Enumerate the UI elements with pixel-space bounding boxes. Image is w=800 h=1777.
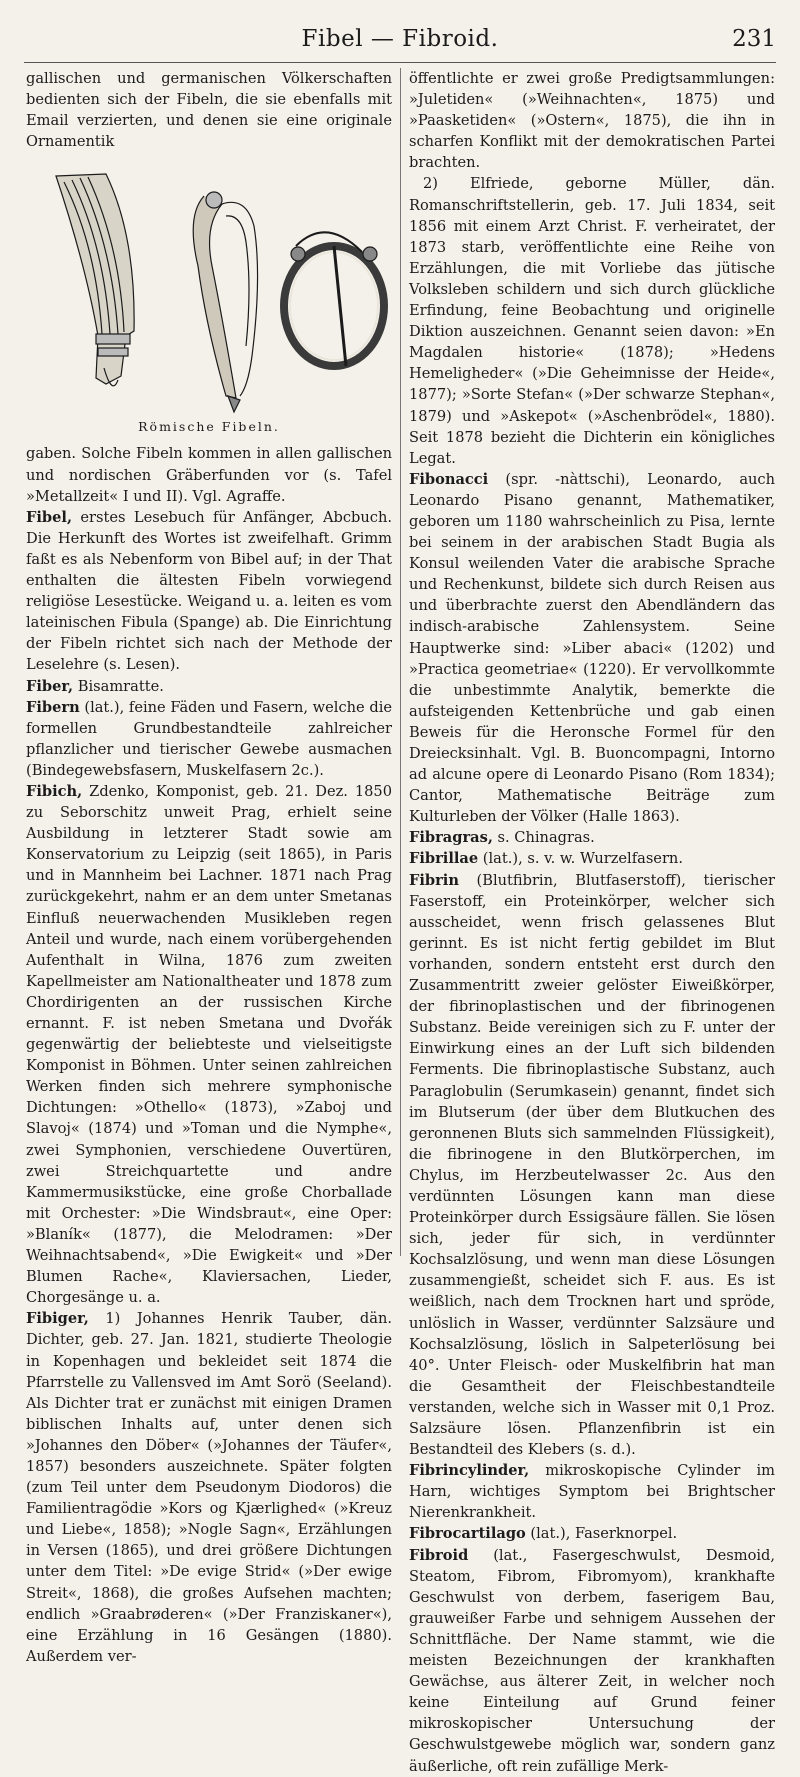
entry-fiber	[26, 676, 392, 697]
entry-fibrin-text: (Blutfibrin, Blutfaserstoff), tierischer Faserstoff, ein Proteinkörper, welcher sich ausscheidet, wenn frisch gelassenes Blut gerinnt. Es ist nicht fertig gebildet im Blut vorhanden, sondern entsteht erst durch den Zusammentritt zweier gelöster Eiweißkörper, der fibrinoplastischen und der fibrinogenen Substanz. Beide vereinigen sich zu F. unter der Einwirkung eines an der Luft sich bildenden Ferments. Die fibrinoplastische Substanz, auch Paraglobulin (Serumkasein) genannt, findet sich im Blutserum (der über dem Blutkuchen des geronnenen Bluts sich sammelnden Flüssigkeit), die fibrinogene in den Blutkörperchen, im Chylus, im Herzbeutelwasser 2c. Aus den verdünnten Lösungen kann man diese Proteinkörper durch Essigsäure fällen. Sie lösen sich, jeder für sich, in verdünnter Kochsalzlösung, und wenn man diese Lösungen zusammengießt, scheidet sich F. aus. Es ist weißlich, nach dem Trocknen hart und spröde, unlöslich in Wasser, verdünnter Salzsäure und Kochsalzlösung, löslich in Salpeterlösung bei 40°. Unter Fleisch- oder Muskelfibrin hat man die Gesamtheit der Fleischbestandteile verstanden, welche sich in Wasser mit 0,1 Proz. Salzsäure lösen. Pflanzenfibrin ist ein Bestandteil des Klebers (s. d.).	[409, 871, 775, 1459]
entry-fiber-text: Bisamratte.	[73, 677, 164, 695]
lemma-fibrincylinder: Fibrincylinder,	[409, 1462, 530, 1480]
entry-fibrincylinder	[409, 1460, 775, 1523]
entry-fibel-text: erstes Lesebuch für Anfänger, Abcbuch. Die Herkunft des Wortes ist zweifelhaft. Grimm faßt es als Nebenform von Bibel auf; in der That enthalten die ältesten Fibeln vorwiegend religiöse Lesestücke. Weigand u. a. leiten es vom lateinischen Fibula (Spange) ab. Die Einrichtung der Fibeln richtet sich nach der Methode der Leselehre (s. Lesen).	[26, 508, 392, 674]
entry-fibern-text: (lat.), feine Fäden und Fasern, welche die formellen Grundbestandteile zahlreicher pflanzlicher und tierischer Gewebe ausmachen (Bindegewebsfasern, Muskelfasern 2c.).	[26, 698, 392, 779]
entry-fibroid-text: (lat., Fasergeschwulst, Desmoid, Steatom, Fibrom, Fibromyom), krankhafte Geschwulst von derbem, faserigem Bau, grauweißer Farbe und sehnigem Aussehen der Schnittfläche. Der Name stammt, wie die meisten Bezeichnungen der krankhaften Gewächse, aus älterer Zeit, in welcher noch keine Einteilung auf Grund feiner mikroskopischer Untersuchung der Geschwulstgewebe möglich war, sondern ganz äußerliche, oft rein zufällige Merk-	[409, 1546, 775, 1775]
lemma-fibich: Fibich,	[26, 782, 83, 800]
lemma-fibel: Fibel,	[26, 508, 73, 526]
entry-fibonacci-text: (spr. -nàttschi), Leonardo, auch Leonardo Pisano genannt, Mathematiker, geboren um 1180 wahrscheinlich zu Pisa, lernte bei seinem in der arabischen Stadt Bugia als Konsul weilenden Vater die arabische Sprache und Rechenkunst, bildete sich durch Reisen aus und überbrachte zuerst den Abendländern das indisch-arabische Zahlensystem. Seine Hauptwerke sind: »Liber abaci« (1202) und »Practica geometriae« (1220). Er vervollkommte die unbestimmte Analytik, bemerkte die aufsteigenden Kettenbrüche und gab einen Beweis für die Heronsche Formel für den Dreiecksinhalt. Vgl. B. Buoncompagni, Intorno ad alcune opere di Leonardo Pisano (Rom 1834); Cantor, Mathematische Beiträge zum Kulturleben der Völker (Halle 1863).	[409, 470, 775, 826]
entry-fibiger-continued: öffentlichte er zwei große Predigtsammlungen: »Juletiden« (»Weihnachten«, 1875) und »Paasketiden« (»Ostern«, 1875), die ihn in scharfen Konflikt mit der demokratischen Partei brachten.	[409, 70, 775, 172]
lemma-fibrocartilago: Fibrocartilago	[409, 1525, 526, 1543]
figure-fibulae	[26, 156, 392, 416]
header-rule	[24, 62, 776, 63]
lemma-fibiger: Fibiger,	[26, 1310, 89, 1328]
lemma-fibragras: Fibragras,	[409, 829, 493, 847]
entry-fibich	[26, 781, 392, 1308]
lemma-fibrillae: Fibrillae	[409, 850, 479, 868]
entry-fibroid	[409, 1545, 775, 1777]
page-number: 231	[732, 26, 776, 52]
entry-fibiger-2: 2) Elfriede, geborne Müller, dän. Romanschriftstellerin, geb. 17. Juli 1834, seit 1856 mit einem Arzt Christ. F. verheiratet, der 1873 starb, veröffentlichte eine Reihe von Erzählungen, die mit Vorliebe das jütische Volksleben schildern und sich durch glückliche Erfindung, feine Beobachtung und originelle Diktion auszeichnen. Genannt seien davon: »En Magdalen historie« (1878); »Hedens Hemeligheder« (»Die Geheimnisse der Heide«, 1877); »Sorte Stefan« (»Der schwarze Stephan«, 1879) und »Askepot« (»Aschenbrödel«, 1880). Seit 1878 bezieht die Dichterin ein königliches Legat.	[409, 175, 775, 467]
entry-fibrillae	[409, 848, 775, 869]
entry-fibel	[26, 507, 392, 676]
right-column	[409, 68, 775, 1777]
entry-fibrocartilago-text: (lat.), Faserknorpel.	[525, 1525, 678, 1543]
entry-fibonacci	[409, 469, 775, 828]
lemma-fibrin: Fibrin	[409, 871, 459, 889]
paragraph-fibel-cont: gaben. Solche Fibeln kommen in allen gallischen und nordischen Gräberfunden vor (s. Tafel »Metallzeit« I und II). Vgl. Agraffe.	[26, 445, 392, 505]
entry-fibrillae-text: (lat.), s. v. w. Wurzelfasern.	[478, 850, 683, 868]
figure-caption: Römische Fibeln.	[138, 419, 280, 435]
entry-fibrocartilago	[409, 1523, 775, 1544]
paragraph-intro: gallischen und germanischen Völkerschaften bedienten sich der Fibeln, die sie ebenfalls mit Email verzierten, und denen sie eine originale Ornamentik	[26, 70, 392, 151]
entry-fibrin	[409, 870, 775, 1461]
lemma-fibern: Fibern	[26, 698, 80, 716]
lemma-fibonacci: Fibonacci	[409, 470, 489, 488]
lemma-fiber: Fiber,	[26, 677, 74, 695]
entry-fibern	[26, 697, 392, 781]
lemma-fibroid: Fibroid	[409, 1546, 469, 1564]
column-divider	[400, 68, 401, 1256]
roman-fibulae-icon	[26, 156, 392, 416]
entry-fibich-text: Zdenko, Komponist, geb. 21. Dez. 1850 zu Seborschitz unweit Prag, erhielt seine Ausbildung in letzterer Stadt sowie am Konservatorium zu Leipzig (seit 1865), in Paris und in Mannheim bei Lachner. 1871 nach Prag zurückgekehrt, nahm er an dem unter Smetanas Einfluß neuerwachenden Musikleben regen Anteil und wurde, nach einem vorübergehenden Aufenthalt in Wilna, 1876 zum zweiten Kapellmeister am Nationaltheater und 1878 zum Chordirigenten an der russischen Kirche ernannt. F. ist neben Smetana und Dvořák gegenwärtig der beliebteste und vielseitigste Komponist in Böhmen. Unter seinen zahlreichen Werken finden sich mehrere symphonische Dichtungen: »Othello« (1873), »Zaboj und Slavoj« (1874) und »Toman und die Nymphe«, zwei Symphonien, verschiedene Ouvertüren, zwei Streichquartette und andre Kammermusikstücke, eine große Chorballade mit Orchester: »Die Windsbraut«, eine Oper: »Blaník« (1877), die Melodramen: »Der Weihnachtsabend«, »Die Ewigkeit« und »Der Blumen Rache«, Klaviersachen, Lieder, Chorgesänge u. a.	[26, 782, 392, 1307]
left-column	[26, 68, 392, 1667]
entry-fibiger	[26, 1308, 392, 1667]
entry-fibragras-text: s. Chinagras.	[492, 829, 595, 847]
page-header	[24, 26, 776, 58]
running-title: Fibel — Fibroid.	[301, 26, 499, 52]
entry-fibrincylinder-text: mikroskopische Cylinder im Harn, wichtiges Symptom bei Brightscher Nierenkrankheit.	[409, 1462, 775, 1522]
entry-fibiger-text: 1) Johannes Henrik Tauber, dän. Dichter, geb. 27. Jan. 1821, studierte Theologie in Kopenhagen und bekleidet seit 1874 die Pfarrstelle zu Vallensved im Amt Sorö (Seeland). Als Dichter trat er zunächst mit einigen Dramen biblischen Inhalts auf, unter denen sich »Johannes den Döber« (»Johannes der Täufer«, 1857) besonders auszeichnete. Später folgten (zum Teil unter dem Pseudonym Diodoros) die Familientragödie »Kors og Kjærlighed« (»Kreuz und Liebe«, 1858); »Nogle Sagn«, Erzählungen in Versen (1865), und drei größere Dichtungen unter dem Titel: »De evige Strid« (»Der ewige Streit«, 1868), die großes Aufsehen machten; endlich »Graabrøderen« (»Der Franziskaner«), eine Erzählung in 16 Gesängen (1880). Außerdem ver-	[26, 1310, 392, 1665]
entry-fibragras	[409, 827, 775, 848]
